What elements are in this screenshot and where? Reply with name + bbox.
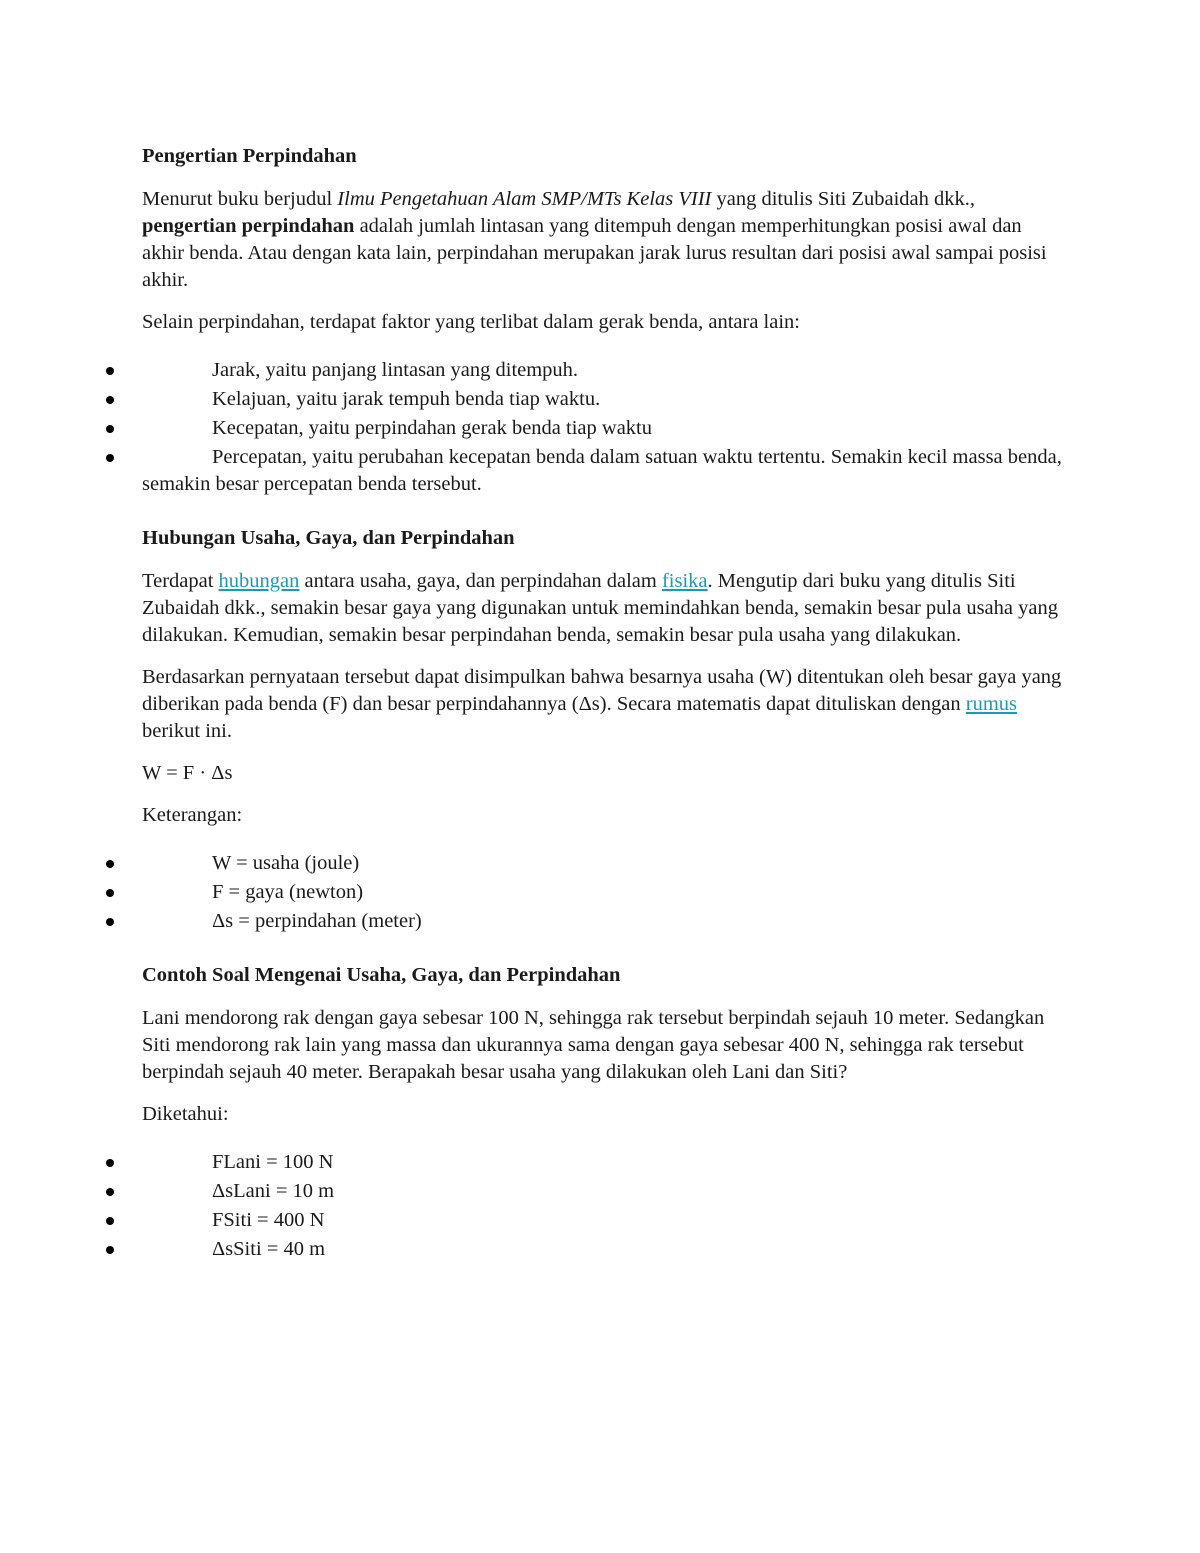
bullet-icon [106, 889, 114, 897]
list-item [142, 1149, 1062, 1176]
list-item-text: Δs = perpindahan (meter) [212, 910, 422, 932]
list-item [142, 386, 1062, 413]
list-item [142, 1178, 1062, 1205]
link-fisika[interactable]: fisika [661, 570, 708, 592]
book-title: Ilmu Pengetahuan Alam SMP/MTs Kelas VIII [337, 188, 712, 210]
list-item-text: Jarak, yaitu panjang lintasan yang ditempuh. [212, 359, 579, 381]
diketahui-label: Diketahui: [142, 1103, 229, 1125]
link-hubungan[interactable]: hubungan [218, 570, 300, 592]
list-item [142, 444, 1062, 498]
section-heading-pengertian: Pengertian Perpindahan [142, 145, 357, 167]
bullet-icon [106, 396, 114, 404]
paragraph-text: . Mengutip dari buku yang ditulis Siti Zubaidah dkk., semakin besar gaya yang digunakan untuk memindahkan benda, semakin besar pula usaha yang dilakukan. Kemudian, semakin besar perpindahan benda, semakin besar pula usaha yang dilakukan. [142, 570, 1058, 646]
paragraph-text: yang ditulis Siti Zubaidah dkk., [711, 188, 976, 210]
list-item-text: Percepatan, yaitu perubahan kecepatan benda dalam satuan waktu tertentu. Semakin kecil massa benda, semakin besar percepatan benda tersebut. [142, 446, 1062, 495]
list-item [142, 1236, 1062, 1263]
paragraph-text: adalah jumlah lintasan yang ditempuh dengan memperhitungkan posisi awal dan akhir benda. Atau dengan kata lain, perpindahan merupakan jarak lurus resultan dari posisi awal sampai posisi akhir. [142, 215, 1047, 291]
paragraph-text: berikut ini. [142, 720, 232, 742]
paragraph-relationship [142, 568, 1062, 649]
list-item-text: F = gaya (newton) [212, 881, 364, 903]
list-item-text: ΔsSiti = 40 m [212, 1238, 326, 1260]
list-item-text: ΔsLani = 10 m [212, 1180, 335, 1202]
paragraph-text: Berdasarkan pernyataan tersebut dapat disimpulkan bahwa besarnya usaha (W) ditentukan oleh besar gaya yang diberikan pada benda (F) dan besar perpindahannya (Δs). Secara matematis dapat dituliskan dengan [142, 666, 1062, 715]
list-item-text: W = usaha (joule) [212, 852, 360, 874]
formula: W = F · Δs [142, 762, 233, 784]
list-item [142, 850, 1062, 877]
section-heading-contoh-soal: Contoh Soal Mengenai Usaha, Gaya, dan Perpindahan [142, 964, 621, 986]
document-page [142, 138, 1062, 1290]
list-item [142, 357, 1062, 384]
paragraph-text: Menurut buku berjudul [142, 188, 338, 210]
bold-term: pengertian perpindahan [142, 215, 355, 237]
keterangan-label: Keterangan: [142, 804, 243, 826]
list-item-text: Kelajuan, yaitu jarak tempuh benda tiap waktu. [212, 388, 601, 410]
bullet-icon [106, 454, 114, 462]
section-heading-hubungan: Hubungan Usaha, Gaya, dan Perpindahan [142, 527, 515, 549]
bullet-icon [106, 918, 114, 926]
list-item [142, 879, 1062, 906]
link-rumus[interactable]: rumus [965, 693, 1018, 715]
list-item [142, 908, 1062, 935]
bullet-icon [106, 1188, 114, 1196]
bullet-icon [106, 1217, 114, 1225]
bullet-icon [106, 425, 114, 433]
paragraph-text: antara usaha, gaya, dan perpindahan dalam [299, 570, 662, 592]
list-item-text: FLani = 100 N [212, 1151, 334, 1173]
paragraph-intro-factors: Selain perpindahan, terdapat faktor yang terlibat dalam gerak benda, antara lain: [142, 311, 800, 333]
paragraph-conclusion [142, 664, 1062, 745]
list-item-text: Kecepatan, yaitu perpindahan gerak benda tiap waktu [212, 417, 652, 439]
bullet-icon [106, 1246, 114, 1254]
paragraph-text: Terdapat [142, 570, 219, 592]
bullet-icon [106, 1159, 114, 1167]
bullet-icon [106, 367, 114, 375]
paragraph-problem: Lani mendorong rak dengan gaya sebesar 100 N, sehingga rak tersebut berpindah sejauh 10 meter. Sedangkan Siti mendorong rak lain yang massa dan ukurannya sama dengan gaya sebesar 400 N, sehingga rak tersebut berpindah sejauh 40 meter. Berapakah besar usaha yang dilakukan oleh Lani dan Siti? [142, 1007, 1045, 1083]
list-item-text: FSiti = 400 N [212, 1209, 325, 1231]
list-item [142, 415, 1062, 442]
paragraph-definition [142, 186, 1062, 294]
variable-list [142, 850, 1062, 935]
known-values-list [142, 1149, 1062, 1263]
bullet-icon [106, 860, 114, 868]
factor-list [142, 357, 1062, 498]
list-item [142, 1207, 1062, 1234]
